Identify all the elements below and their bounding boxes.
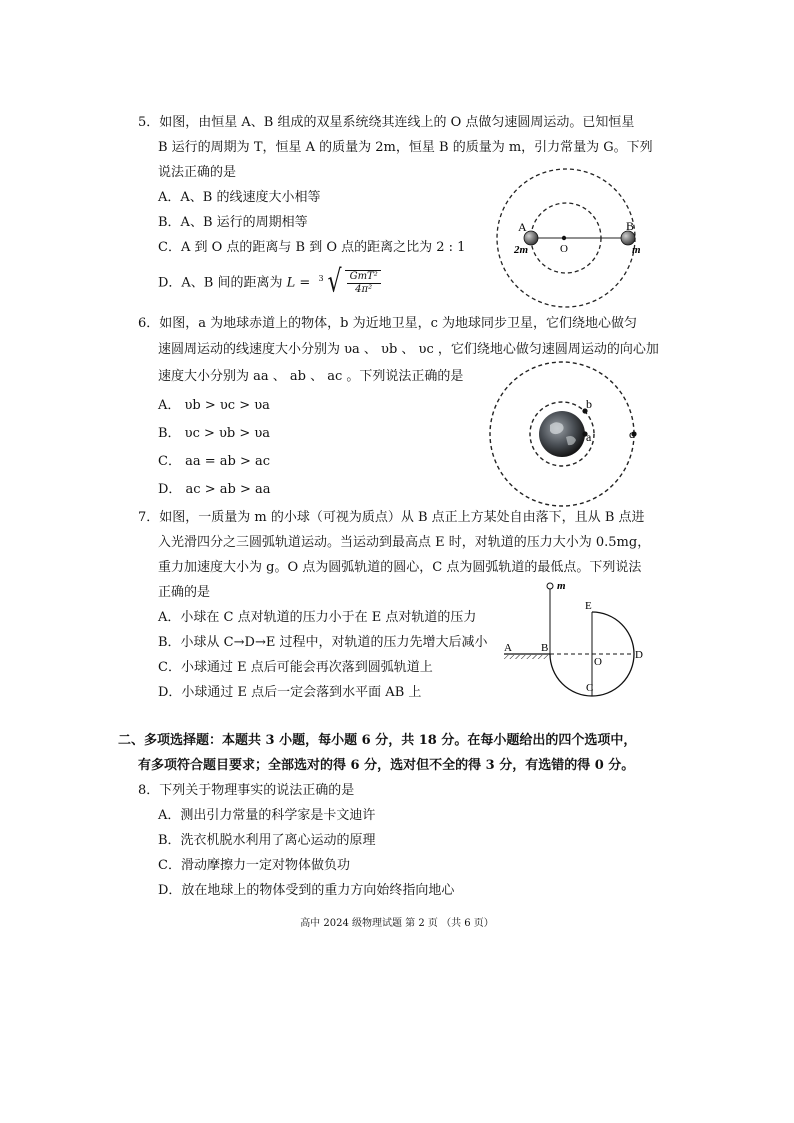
q8-option-a: A．测出引力常量的科学家是卡文迪许 [158, 808, 376, 823]
label-c: c [629, 427, 635, 441]
q7-option-c: C．小球通过 E 点后可能会再次落到圆弧轨道上 [158, 660, 433, 675]
q8-option-d: D．放在地球上的物体受到的重力方向始终指向地心 [158, 883, 455, 898]
label-b: B [626, 219, 635, 233]
label-b: B [541, 642, 549, 654]
q6-stem-line1: 6．如图，a 为地球赤道上的物体，b 为近地卫星，c 为地球同步卫星，它们绕地心做匀 [138, 316, 638, 331]
q6-stem-line2: 速圆周运动的线速度大小分别为 υa 、 υb 、 υc ，它们绕地心做匀速圆周运动的向心加 [158, 342, 659, 357]
q5-binary-star-figure [486, 168, 646, 308]
q5-option-c: C．A 到 O 点的距离与 B 到 O 点的距离之比为 2 : 1 [158, 240, 466, 255]
label-a: A [518, 220, 527, 234]
q5-stem-line2: B 运行的周期为 T，恒星 A 的质量为 2m，恒星 B 的质量为 m，引力常量为 G。下列 [158, 140, 653, 155]
q8-option-c: C．滑动摩擦力一定对物体做负功 [158, 858, 350, 873]
q6-option-d: D． ac > ab > aa [158, 482, 271, 497]
label-d: D [635, 649, 643, 661]
section2-heading-line1: 二、多项选择题：本题共 3 小题，每小题 6 分，共 18 分。在每小题给出的四个选项中， [118, 733, 637, 748]
ball-m [547, 583, 553, 589]
section2-heading-line2: 有多项符合题目要求；全部选对的得 6 分，选对但不全的得 3 分，有选错的得 0 分。 [138, 758, 635, 773]
q5-radicand [345, 270, 381, 296]
q7-track-figure [500, 578, 650, 694]
q5-fraction-denominator: 4π² [355, 284, 373, 295]
radical-sign: √ [327, 264, 342, 300]
q5-option-a: A．A、B 的线速度大小相等 [158, 190, 321, 205]
q6-option-c: C． aa = ab > ac [158, 454, 270, 469]
q7-option-b: B．小球从 C→D→E 过程中，对轨道的压力先增大后减小 [158, 635, 488, 650]
center-point-o [562, 236, 566, 240]
q8-option-b: B．洗衣机脱水利用了离心运动的原理 [158, 833, 376, 848]
q7-option-d: D．小球通过 E 点后一定会落到水平面 AB 上 [158, 685, 422, 700]
q5-fraction [347, 271, 381, 296]
q6-option-b: B． υc > υb > υa [158, 426, 271, 441]
earth-image [539, 411, 585, 457]
page-footer: 高中 2024 级物理试题 第 2 页 （共 6 页） [300, 918, 494, 929]
q5-fraction-numerator: GmT² [347, 271, 381, 284]
q6-stem-line3: 速度大小分别为 aa 、 ab 、 ac 。下列说法正确的是 [158, 369, 464, 384]
star-b [621, 231, 635, 245]
mass-b-label: m [632, 244, 641, 256]
q7-stem-line4: 正确的是 [158, 585, 211, 600]
q8-stem: 8．下列关于物理事实的说法正确的是 [138, 783, 355, 798]
label-o: O [594, 656, 602, 668]
q5-option-d [158, 264, 381, 300]
q5-formula-lhs: L = [286, 275, 311, 291]
q7-option-a: A．小球在 C 点对轨道的压力小于在 E 点对轨道的压力 [158, 610, 477, 625]
q7-stem-line2: 入光滑四分之三圆弧轨道运动。当运动到最高点 E 时，对轨道的压力大小为 0.5mg， [158, 535, 651, 550]
label-m: m [557, 580, 566, 592]
q5-stem-line3: 说法正确的是 [158, 165, 237, 180]
q7-stem-line3: 重力加速度大小为 g。O 点为圆弧轨道的圆心，C 点为圆弧轨道的最低点。下列说法 [158, 560, 642, 575]
label-a: a [586, 430, 592, 444]
q7-stem-line1: 7．如图，一质量为 m 的小球（可视为质点）从 B 点正上方某处自由落下，且从 B 点进 [138, 510, 645, 525]
label-e: E [585, 600, 592, 612]
label-a: A [504, 642, 512, 654]
q5-option-d-text: D．A、B 间的距离为 [158, 275, 283, 291]
label-c: C [586, 682, 594, 694]
mass-a-label: 2m [514, 244, 529, 256]
q5-stem-line1: 5．如图，由恒星 A、B 组成的双星系统绕其连线上的 O 点做匀速圆周运动。已知恒星 [138, 115, 635, 130]
label-o: O [560, 243, 568, 255]
q6-option-a: A． υb > υc > υa [158, 398, 270, 413]
ground-hatching [504, 655, 548, 659]
q5-root-index: 3 [318, 274, 324, 284]
q6-satellite-figure [484, 359, 644, 509]
label-b: b [586, 397, 592, 411]
q5-option-b: B．A、B 运行的周期相等 [158, 215, 308, 230]
